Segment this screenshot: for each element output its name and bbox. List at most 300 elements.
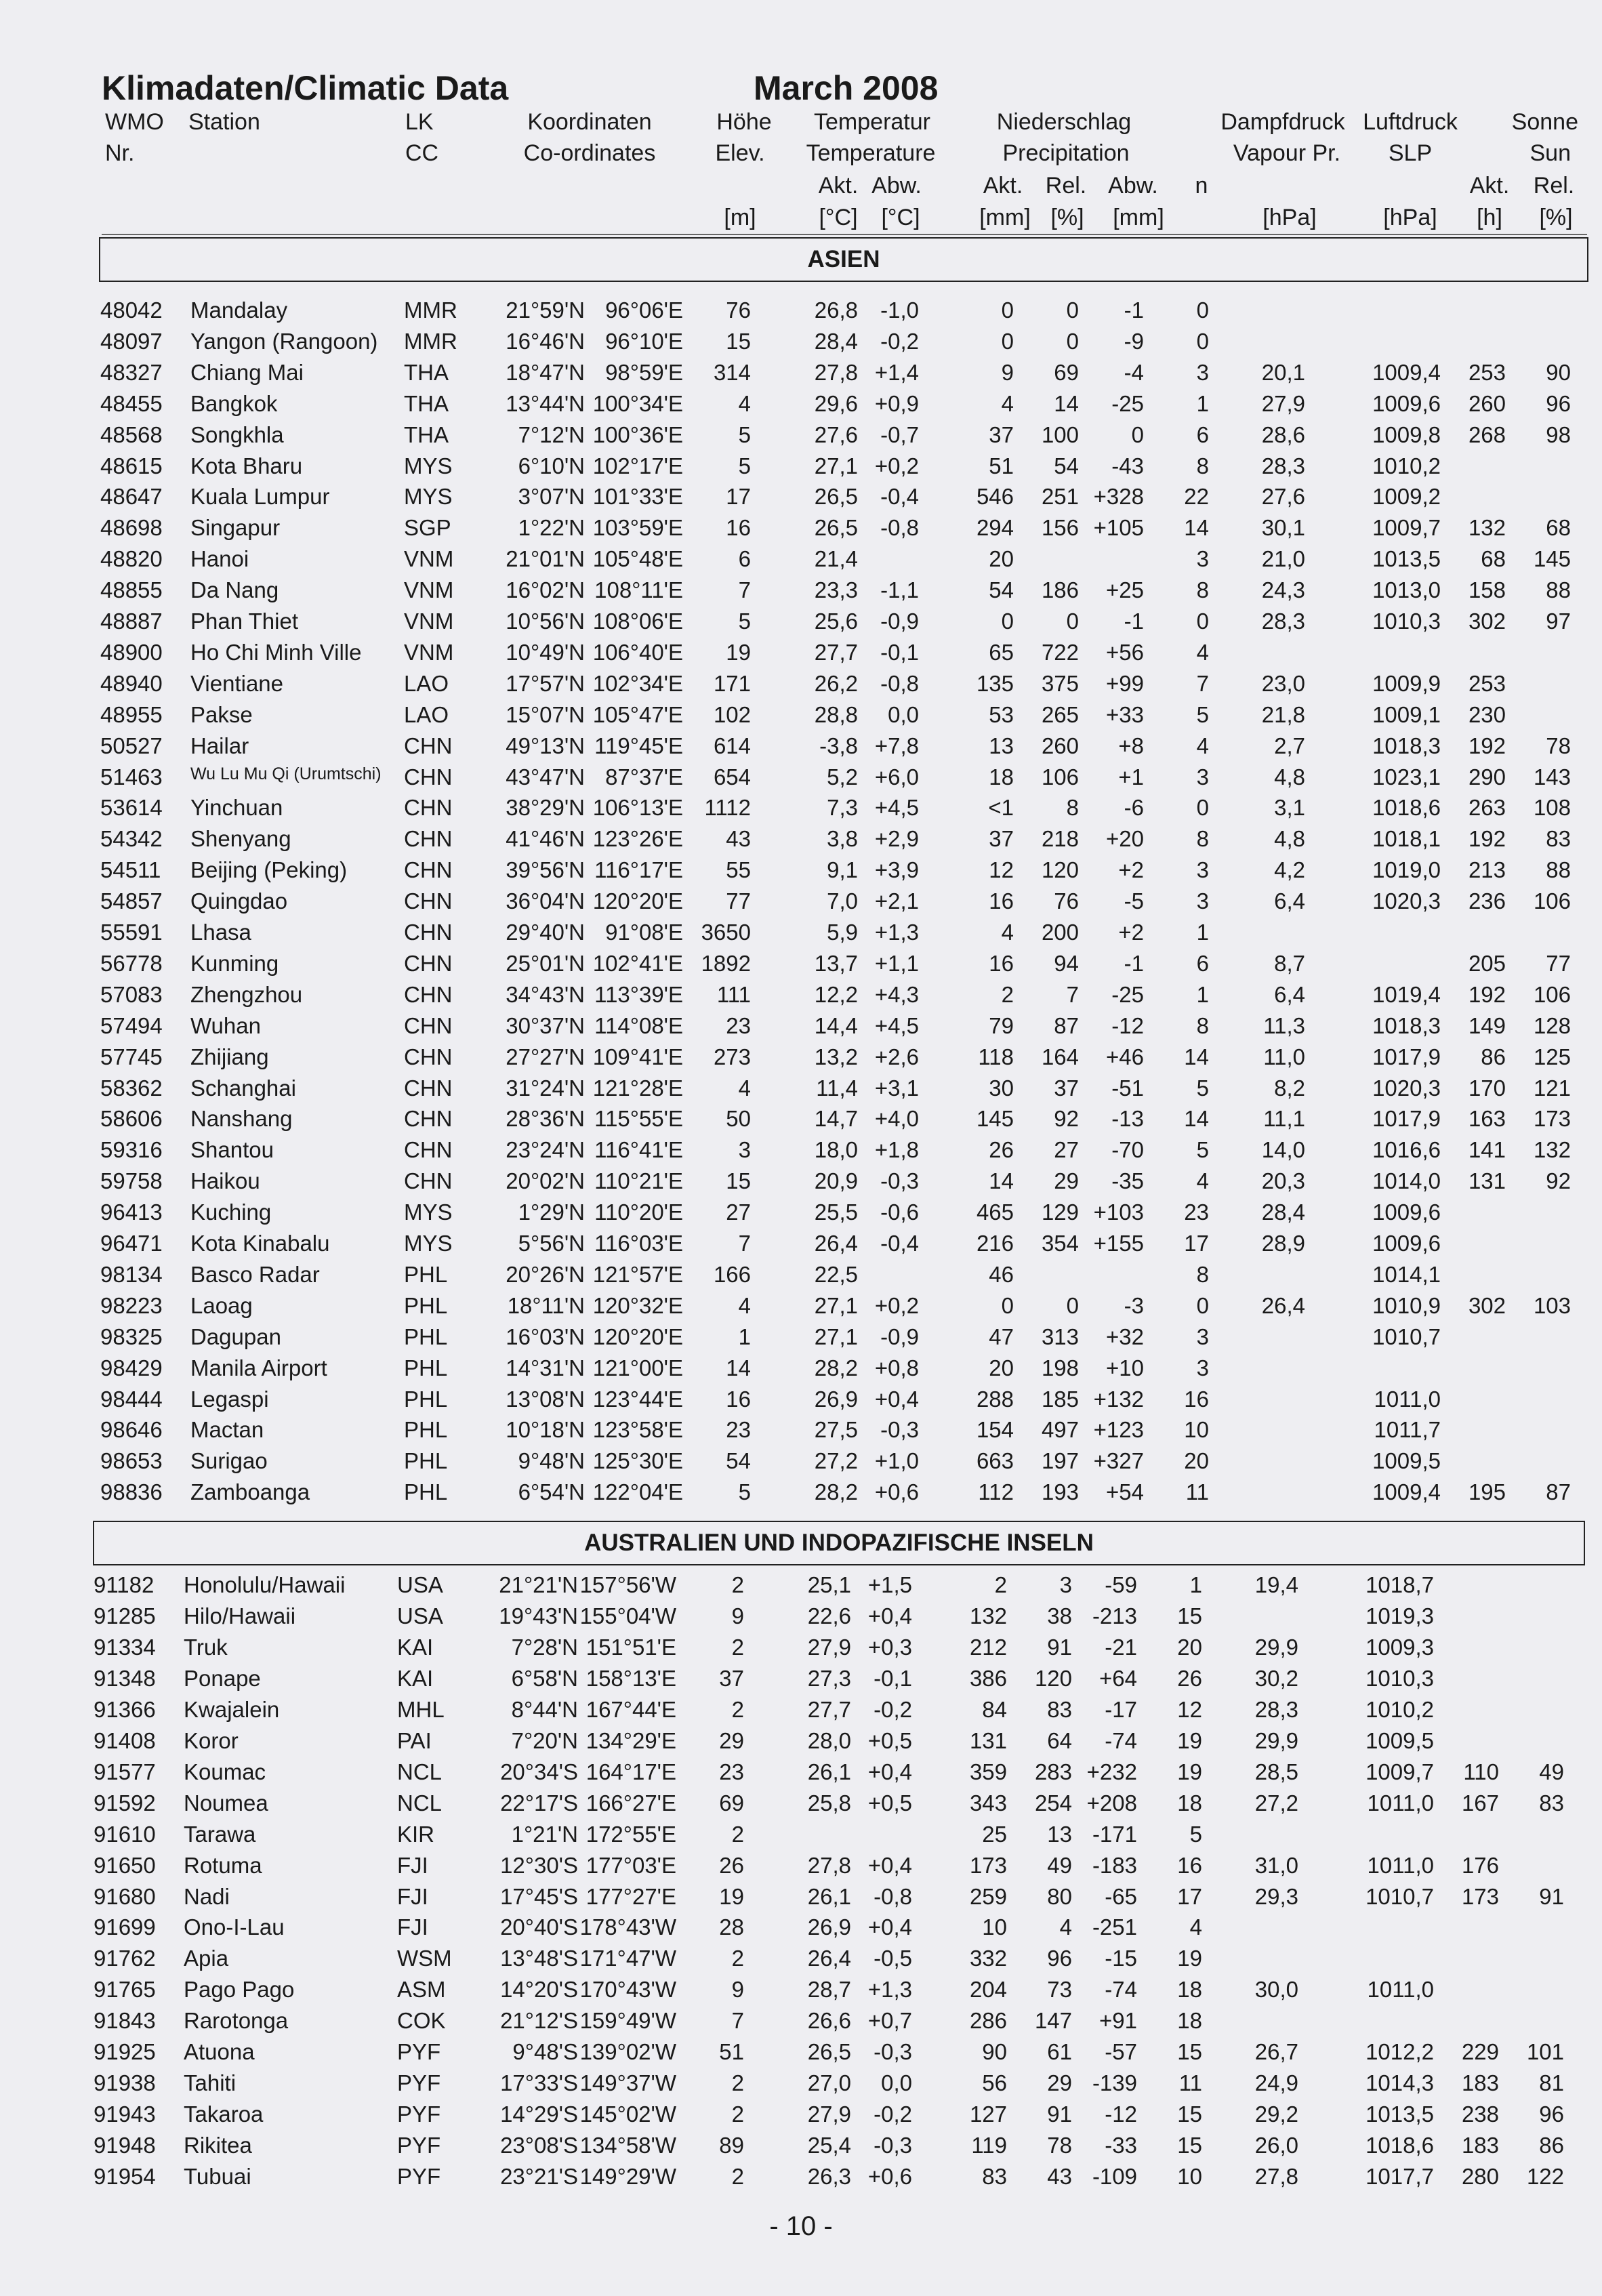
cell-temp-akt: 27,1 [814, 1324, 858, 1349]
cell-temp-abw: +1,4 [874, 359, 919, 385]
cell-prec-abw: -25 [1111, 390, 1144, 416]
cell-lk: MHL [397, 1696, 445, 1722]
cell-temp-akt: 27,9 [807, 1634, 851, 1660]
cell-slp: 1010,2 [1372, 453, 1441, 478]
cell-lat: 27°27'N [506, 1044, 585, 1069]
cell-elev: 273 [713, 1044, 751, 1069]
cell-lon: 96°10'E [605, 328, 683, 354]
cell-elev: 19 [719, 1883, 744, 1909]
cell-prec-rel: 197 [1041, 1448, 1079, 1474]
cell-slp: 1018,7 [1365, 1572, 1434, 1597]
cell-lk: CHN [404, 764, 453, 790]
cell-slp: 1009,4 [1372, 359, 1441, 385]
hdr-prec-rel: Rel. [1045, 173, 1087, 199]
cell-prec-akt: 2 [994, 1572, 1007, 1597]
cell-prec-rel: 722 [1041, 639, 1079, 665]
cell-temp-akt: 26,5 [814, 484, 858, 510]
cell-temp-akt: 27,2 [814, 1448, 858, 1474]
cell-lk: PAI [397, 1727, 432, 1753]
cell-prec-rel: 27 [1054, 1137, 1079, 1163]
cell-sun-akt: 192 [1468, 981, 1506, 1007]
cell-sun-rel: 87 [1546, 1479, 1571, 1505]
cell-temp-abw: +7,8 [874, 733, 919, 758]
cell-sun-rel: 101 [1526, 2039, 1564, 2065]
hdr-sun: Sonne [1511, 109, 1578, 135]
cell-prec-abw: -5 [1124, 888, 1144, 914]
cell-temp-abw: 0,0 [881, 2070, 912, 2096]
cell-lk: CHN [404, 1106, 453, 1132]
cell-prec-akt: 112 [978, 1479, 1014, 1505]
cell-station: Ho Chi Minh Ville [190, 639, 362, 665]
cell-temp-akt: 28,4 [814, 328, 858, 354]
cell-station: Zhijiang [190, 1044, 269, 1069]
cell-lat: 13°08'N [506, 1386, 585, 1412]
cell-prec-akt: 259 [969, 1883, 1007, 1909]
cell-prec-akt: 79 [989, 1012, 1014, 1038]
cell-elev: 171 [713, 670, 751, 696]
cell-prec-abw: -171 [1092, 1821, 1137, 1847]
cell-sun-akt: 263 [1468, 795, 1506, 821]
section-asia: ASIEN [99, 237, 1588, 282]
cell-elev: 17 [726, 484, 751, 510]
cell-prec-rel: 4 [1059, 1914, 1072, 1940]
cell-prec-abw: -13 [1111, 1106, 1144, 1132]
cell-slp: 1009,5 [1372, 1448, 1441, 1474]
cell-temp-akt: 7,3 [827, 795, 858, 821]
cell-temp-akt: 26,8 [814, 298, 858, 323]
cell-prec-rel: 91 [1047, 2102, 1072, 2127]
cell-temp-abw: +0,2 [874, 453, 919, 478]
cell-station: Tubuai [184, 2164, 251, 2190]
cell-prec-rel: 94 [1054, 950, 1079, 976]
cell-sun-rel: 83 [1539, 1790, 1564, 1816]
cell-lk: PHL [404, 1448, 448, 1474]
cell-lk: CHN [404, 733, 453, 758]
cell-elev: 4 [738, 1292, 751, 1318]
cell-lk: VNM [404, 577, 454, 603]
cell-lon: 101°33'E [592, 484, 683, 510]
cell-prec-rel: 200 [1041, 920, 1079, 945]
cell-prec-rel: 73 [1047, 1977, 1072, 2003]
cell-vap: 8,2 [1274, 1075, 1305, 1101]
cell-lon: 155°04'W [579, 1603, 676, 1628]
cell-temp-abw: +4,5 [874, 1012, 919, 1038]
cell-prec-abw: -43 [1111, 453, 1144, 478]
cell-lat: 23°08'S [500, 2133, 578, 2158]
cell-vap: 11,3 [1263, 1012, 1305, 1038]
cell-temp-akt: -3,8 [819, 733, 858, 758]
cell-elev: 4 [738, 390, 751, 416]
cell-wmo: 96413 [100, 1200, 163, 1225]
cell-temp-akt: 27,8 [814, 359, 858, 385]
cell-temp-akt: 28,8 [814, 701, 858, 727]
cell-wmo: 91948 [94, 2133, 156, 2158]
cell-sun-akt: 183 [1461, 2133, 1499, 2158]
cell-prec-rel: 193 [1041, 1479, 1079, 1505]
cell-elev: 5 [738, 422, 751, 447]
cell-prec-akt: 465 [976, 1200, 1014, 1225]
cell-prec-n: 26 [1177, 1665, 1202, 1691]
cell-vap: 3,1 [1274, 795, 1305, 821]
hdr-vapour: Vapour Pr. [1233, 140, 1341, 166]
cell-sun-akt: 163 [1468, 1106, 1506, 1132]
cell-station: Ono-I-Lau [184, 1914, 285, 1940]
cell-slp: 1013,5 [1372, 546, 1441, 572]
cell-temp-akt: 28,0 [807, 1727, 851, 1753]
cell-lat: 7°28'N [511, 1634, 578, 1660]
cell-prec-akt: 9 [1001, 359, 1014, 385]
cell-lk: CHN [404, 795, 453, 821]
cell-slp: 1009,3 [1365, 1634, 1434, 1660]
hdr-slp: Luftdruck [1363, 109, 1458, 135]
cell-prec-akt: 0 [1001, 328, 1014, 354]
cell-lon: 166°27'E [586, 1790, 676, 1816]
cell-elev: 654 [713, 764, 751, 790]
cell-elev: 2 [731, 1572, 744, 1597]
hdr-vap-unit: [hPa] [1262, 205, 1317, 230]
cell-lat: 23°24'N [506, 1137, 585, 1163]
cell-temp-abw: +0,6 [874, 1479, 919, 1505]
cell-wmo: 98836 [100, 1479, 163, 1505]
cell-vap: 19,4 [1254, 1572, 1298, 1597]
cell-temp-akt: 14,4 [814, 1012, 858, 1038]
cell-lk: PYF [397, 2102, 441, 2127]
cell-prec-n: 3 [1196, 764, 1209, 790]
cell-sun-rel: 90 [1546, 359, 1571, 385]
cell-prec-abw: -3 [1124, 1292, 1144, 1318]
cell-lk: VNM [404, 639, 454, 665]
cell-lk: PHL [404, 1479, 448, 1505]
cell-temp-abw: -0,3 [874, 2039, 912, 2065]
cell-prec-n: 19 [1177, 1946, 1202, 1971]
cell-wmo: 91577 [94, 1759, 156, 1784]
cell-station: Mandalay [190, 298, 288, 323]
cell-prec-akt: 46 [989, 1261, 1014, 1287]
cell-slp: 1010,9 [1372, 1292, 1441, 1318]
cell-slp: 1014,0 [1372, 1168, 1441, 1194]
cell-sun-akt: 86 [1481, 1044, 1506, 1069]
cell-station: Mactan [190, 1417, 264, 1443]
cell-elev: 16 [726, 515, 751, 541]
cell-temp-abw: +0,4 [867, 1914, 912, 1940]
cell-wmo: 91650 [94, 1852, 156, 1878]
cell-station: Laoag [190, 1292, 253, 1318]
cell-lon: 151°51'E [586, 1634, 676, 1660]
cell-lat: 16°03'N [506, 1324, 585, 1349]
cell-prec-abw: +105 [1093, 515, 1144, 541]
cell-temp-akt: 5,9 [827, 920, 858, 945]
cell-station: Honolulu/Hawaii [184, 1572, 346, 1597]
cell-elev: 50 [726, 1106, 751, 1132]
cell-temp-abw: -0,6 [880, 1200, 919, 1225]
cell-temp-abw: +1,0 [874, 1448, 919, 1474]
cell-lon: 98°59'E [605, 359, 683, 385]
cell-wmo: 48955 [100, 701, 163, 727]
cell-sun-rel: 49 [1539, 1759, 1564, 1784]
cell-sun-akt: 192 [1468, 733, 1506, 758]
cell-elev: 1 [738, 1324, 751, 1349]
cell-temp-akt: 27,7 [814, 639, 858, 665]
cell-elev: 7 [738, 1231, 751, 1256]
cell-temp-akt: 28,7 [807, 1977, 851, 2003]
cell-lk: PYF [397, 2164, 441, 2190]
cell-lat: 25°01'N [506, 950, 585, 976]
cell-prec-akt: 173 [969, 1852, 1007, 1878]
cell-station: Koumac [184, 1759, 266, 1784]
cell-prec-rel: 0 [1066, 328, 1079, 354]
cell-station: Singapur [190, 515, 281, 541]
hdr-sun-akt: Akt. [1469, 173, 1510, 199]
cell-lon: 120°20'E [592, 1324, 683, 1349]
cell-wmo: 98429 [100, 1355, 163, 1380]
hdr-temp-abw: Abw. [871, 173, 922, 199]
cell-prec-n: 17 [1184, 1231, 1209, 1256]
cell-temp-abw: -0,2 [874, 1696, 912, 1722]
cell-prec-n: 3 [1196, 546, 1209, 572]
cell-wmo: 98646 [100, 1417, 163, 1443]
cell-temp-akt: 25,1 [807, 1572, 851, 1597]
cell-wmo: 98444 [100, 1386, 163, 1412]
cell-sun-rel: 97 [1546, 609, 1571, 634]
cell-temp-abw: -0,4 [880, 1231, 919, 1256]
cell-sun-akt: 149 [1468, 1012, 1506, 1038]
cell-prec-akt: 54 [989, 577, 1014, 603]
cell-lat: 13°48'S [500, 1946, 578, 1971]
cell-elev: 76 [726, 298, 751, 323]
cell-lon: 123°58'E [592, 1417, 683, 1443]
cell-prec-rel: 54 [1054, 453, 1079, 478]
cell-temp-akt: 26,5 [814, 515, 858, 541]
cell-prec-n: 19 [1177, 1727, 1202, 1753]
cell-station: Koror [184, 1727, 239, 1753]
cell-prec-rel: 129 [1041, 1200, 1079, 1225]
cell-prec-akt: 131 [969, 1727, 1007, 1753]
cell-prec-abw: -1 [1124, 298, 1144, 323]
cell-sun-akt: 132 [1468, 515, 1506, 541]
cell-prec-akt: 288 [976, 1386, 1014, 1412]
cell-sun-rel: 122 [1526, 2164, 1564, 2190]
cell-prec-akt: 294 [976, 515, 1014, 541]
cell-prec-abw: -35 [1111, 1168, 1144, 1194]
cell-station: Kunming [190, 950, 279, 976]
cell-wmo: 98134 [100, 1261, 163, 1287]
cell-prec-n: 7 [1196, 670, 1209, 696]
cell-lon: 164°17'E [586, 1759, 676, 1784]
cell-wmo: 91366 [94, 1696, 156, 1722]
cell-prec-n: 1 [1189, 1572, 1202, 1597]
hdr-cc: CC [405, 140, 439, 166]
cell-elev: 5 [738, 609, 751, 634]
cell-prec-n: 0 [1196, 328, 1209, 354]
cell-prec-akt: 154 [976, 1417, 1014, 1443]
cell-sun-akt: 213 [1468, 857, 1506, 883]
cell-sun-rel: 86 [1539, 2133, 1564, 2158]
cell-sun-rel: 77 [1546, 950, 1571, 976]
cell-temp-akt: 7,0 [827, 888, 858, 914]
cell-slp: 1013,0 [1372, 577, 1441, 603]
cell-wmo: 91699 [94, 1914, 156, 1940]
cell-sun-rel: 173 [1533, 1106, 1571, 1132]
cell-prec-abw: -74 [1105, 1977, 1137, 2003]
cell-temp-akt: 23,3 [814, 577, 858, 603]
cell-sun-rel: 78 [1546, 733, 1571, 758]
cell-station: Tahiti [184, 2070, 237, 2096]
cell-wmo: 56778 [100, 950, 163, 976]
cell-prec-abw: +46 [1106, 1044, 1144, 1069]
cell-elev: 3650 [701, 920, 751, 945]
cell-lat: 31°24'N [506, 1075, 585, 1101]
cell-prec-abw: -4 [1124, 359, 1144, 385]
cell-prec-abw: -33 [1105, 2133, 1137, 2158]
hdr-temp: Temperatur [814, 109, 930, 135]
cell-temp-akt: 13,7 [814, 950, 858, 976]
cell-prec-rel: 497 [1041, 1417, 1079, 1443]
cell-wmo: 57494 [100, 1012, 163, 1038]
cell-prec-akt: 53 [989, 701, 1014, 727]
cell-temp-abw: +3,1 [874, 1075, 919, 1101]
cell-temp-abw: -0,2 [880, 328, 919, 354]
cell-vap: 31,0 [1254, 1852, 1298, 1878]
cell-lon: 123°26'E [592, 826, 683, 852]
cell-temp-abw: +4,3 [874, 981, 919, 1007]
cell-temp-akt: 26,4 [814, 1231, 858, 1256]
cell-prec-abw: -1 [1124, 950, 1144, 976]
cell-slp: 1018,1 [1372, 826, 1441, 852]
cell-lon: 177°03'E [586, 1852, 676, 1878]
cell-temp-akt: 20,9 [814, 1168, 858, 1194]
cell-wmo: 57745 [100, 1044, 163, 1069]
cell-prec-rel: 375 [1041, 670, 1079, 696]
cell-temp-abw: +2,9 [874, 826, 919, 852]
cell-slp: 1017,7 [1365, 2164, 1434, 2190]
hdr-elev-unit: [m] [724, 205, 756, 230]
cell-lat: 9°48'N [518, 1448, 585, 1474]
cell-prec-rel: 91 [1047, 1634, 1072, 1660]
cell-wmo: 48698 [100, 515, 163, 541]
cell-lon: 102°17'E [592, 453, 683, 478]
cell-prec-n: 5 [1196, 701, 1209, 727]
cell-station: Ponape [184, 1665, 261, 1691]
cell-sun-akt: 195 [1468, 1479, 1506, 1505]
cell-prec-n: 15 [1177, 2039, 1202, 2065]
cell-lon: 123°44'E [592, 1386, 683, 1412]
cell-temp-akt: 27,0 [807, 2070, 851, 2096]
cell-vap: 26,4 [1261, 1292, 1305, 1318]
cell-lon: 102°34'E [592, 670, 683, 696]
cell-prec-rel: 120 [1041, 857, 1079, 883]
cell-temp-abw: +0,9 [874, 390, 919, 416]
cell-lat: 17°57'N [506, 670, 585, 696]
cell-prec-rel: 7 [1066, 981, 1079, 1007]
cell-elev: 2 [731, 2164, 744, 2190]
cell-station: Nadi [184, 1883, 230, 1909]
cell-temp-akt: 26,4 [807, 1946, 851, 1971]
cell-prec-akt: 84 [982, 1696, 1007, 1722]
cell-temp-akt: 13,2 [814, 1044, 858, 1069]
cell-station: Wu Lu Mu Qi (Urumtschi) [190, 764, 382, 783]
cell-temp-abw: +1,8 [874, 1137, 919, 1163]
page-title: Klimadaten/Climatic Data [102, 69, 509, 107]
cell-lat: 20°02'N [506, 1168, 585, 1194]
cell-prec-n: 4 [1189, 1914, 1202, 1940]
hdr-temperature: Temperature [806, 140, 936, 166]
cell-prec-abw: +54 [1106, 1479, 1144, 1505]
hdr-prec-n: n [1195, 173, 1208, 199]
cell-prec-akt: 37 [989, 826, 1014, 852]
cell-station: Noumea [184, 1790, 268, 1816]
cell-prec-n: 11 [1185, 1479, 1209, 1505]
cell-lon: 91°08'E [605, 920, 683, 945]
cell-sun-akt: 230 [1468, 701, 1506, 727]
cell-slp: 1009,7 [1372, 515, 1441, 541]
cell-prec-akt: 0 [1001, 298, 1014, 323]
cell-lk: MYS [404, 1200, 453, 1225]
cell-prec-n: 3 [1196, 1355, 1209, 1380]
cell-sun-akt: 192 [1468, 826, 1506, 852]
cell-temp-akt: 27,1 [814, 1292, 858, 1318]
cell-temp-abw: -0,1 [880, 639, 919, 665]
cell-prec-abw: -251 [1092, 1914, 1137, 1940]
hdr-prec: Niederschlag [996, 109, 1132, 135]
cell-lk: KAI [397, 1665, 434, 1691]
cell-vap: 6,4 [1274, 888, 1305, 914]
cell-elev: 614 [713, 733, 751, 758]
cell-lat: 17°45'S [500, 1883, 578, 1909]
cell-prec-abw: -12 [1111, 1012, 1144, 1038]
cell-elev: 54 [726, 1448, 751, 1474]
cell-lk: ASM [397, 1977, 446, 2003]
cell-prec-akt: 51 [989, 453, 1014, 478]
cell-lon: 106°13'E [592, 795, 683, 821]
cell-wmo: 48568 [100, 422, 163, 447]
cell-prec-rel: 78 [1047, 2133, 1072, 2158]
cell-prec-n: 8 [1196, 1261, 1209, 1287]
cell-lk: PHL [404, 1324, 448, 1349]
cell-elev: 7 [731, 2008, 744, 2034]
cell-prec-n: 15 [1177, 2133, 1202, 2158]
hdr-wmo: WMO [105, 109, 164, 135]
cell-temp-abw: -0,3 [880, 1417, 919, 1443]
cell-temp-abw: +0,5 [867, 1790, 912, 1816]
cell-elev: 2 [731, 1696, 744, 1722]
cell-station: Legaspi [190, 1386, 269, 1412]
hdr-slp-unit: [hPa] [1383, 205, 1437, 230]
cell-vap: 30,1 [1261, 515, 1305, 541]
cell-prec-abw: +64 [1099, 1665, 1137, 1691]
cell-vap: 27,6 [1261, 484, 1305, 510]
cell-slp: 1014,3 [1365, 2070, 1434, 2096]
cell-sun-akt: 68 [1481, 546, 1506, 572]
cell-elev: 3 [738, 1137, 751, 1163]
cell-prec-rel: 164 [1041, 1044, 1079, 1069]
cell-lk: CHN [404, 1044, 453, 1069]
cell-lon: 114°08'E [594, 1012, 683, 1038]
cell-station: Kuching [190, 1200, 272, 1225]
hdr-coord: Koordinaten [527, 109, 652, 135]
cell-temp-akt: 11,4 [816, 1075, 858, 1101]
cell-station: Hanoi [190, 546, 249, 572]
cell-prec-rel: 260 [1041, 733, 1079, 758]
cell-wmo: 91943 [94, 2102, 156, 2127]
cell-vap: 2,7 [1274, 733, 1305, 758]
cell-prec-n: 1 [1196, 981, 1209, 1007]
hdr-temp-akt: Akt. [818, 173, 859, 199]
cell-prec-abw: +20 [1106, 826, 1144, 852]
cell-lat: 21°12'S [500, 2008, 578, 2034]
cell-lk: CHN [404, 920, 453, 945]
cell-elev: 5 [738, 1479, 751, 1505]
cell-lk: THA [404, 390, 449, 416]
